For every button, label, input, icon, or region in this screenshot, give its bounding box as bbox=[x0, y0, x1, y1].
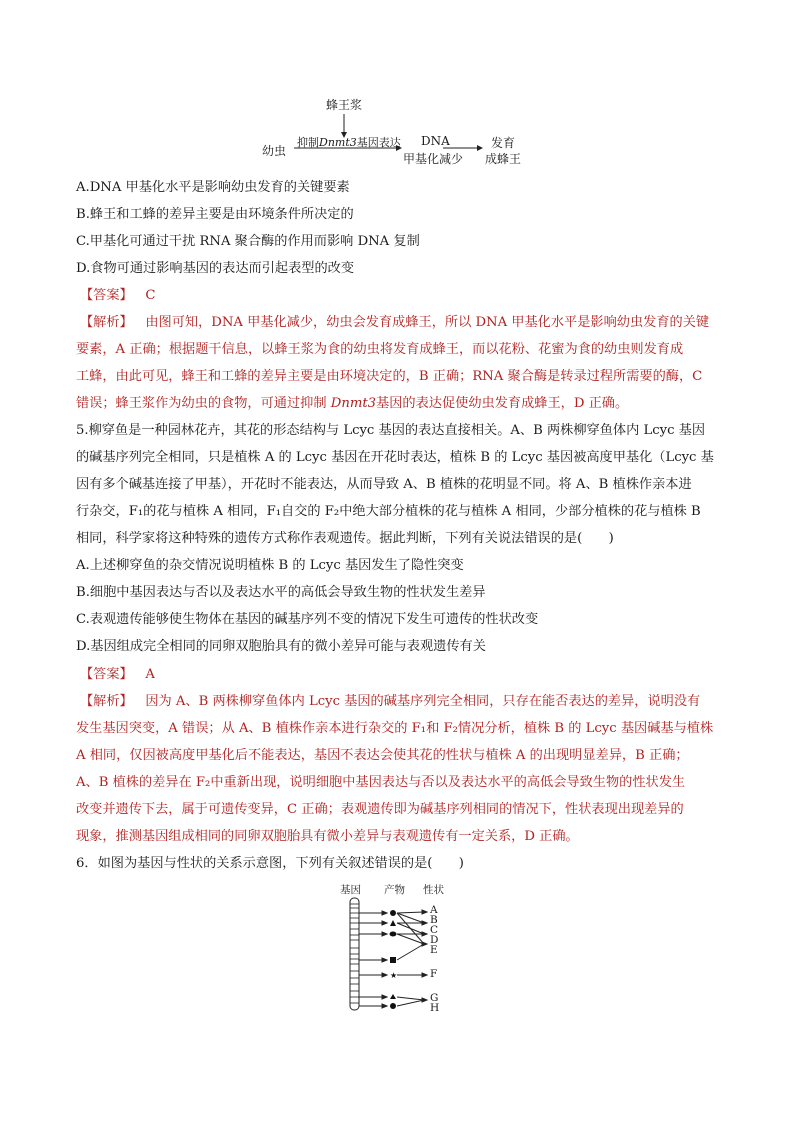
q5-option-a: A.上述柳穿鱼的杂交情况说明植株 B 的 Lcyc 基因发生了隐性突变 bbox=[76, 558, 464, 573]
larva-label: 幼虫 bbox=[262, 144, 287, 158]
q5-stem-line-3: 因有多个碱基连接了甲基），开花时不能表达，从而导致 A、B 植株的花明显不同。将 A、B 植株作亲本进 bbox=[76, 477, 692, 492]
analysis-label: 【解析】 bbox=[80, 315, 133, 330]
fig-header-gene: 基因 bbox=[340, 884, 361, 896]
trait-d: D bbox=[430, 934, 439, 946]
trait-g: G bbox=[430, 992, 439, 1004]
q5-answer bbox=[80, 665, 155, 685]
q4-analysis-line-2: 要素，A 正确；根据题干信息，以蜂王浆为食的幼虫将发育成蜂王，而以花粉、花蜜为食的幼虫则发育成 bbox=[76, 342, 684, 357]
q4-analysis-line-3: 工蜂，由此可见，蜂王和工蜂的差异主要是由环境决定的，B 正确；RNA 聚合酶是转录过程所需要的酶，C bbox=[76, 369, 703, 384]
q5-analysis-line-2: 发生基因突变，A 错误；从 A、B 植株作亲本进行杂交的 F₁和 F₂情况分析，植株 B 的 Lcyc 基因碱基与植株 bbox=[76, 721, 714, 736]
svg-text:★: ★ bbox=[390, 971, 398, 980]
q5-stem-line-5: 相同，科学家将这种特殊的遗传方式称作表观遗传。据此判断，下列有关说法错误的是( ) bbox=[76, 531, 614, 546]
q5-stem-line-1: 5.柳穿鱼是一种园林花卉，其花的形态结构与 Lcyc 基因的表达直接相关。A、B 两株柳穿鱼体内 Lcyc 基因 bbox=[76, 423, 706, 438]
trait-arrows bbox=[397, 910, 427, 1006]
q5-analysis-line-5: 改变并遗传下去，属于可遗传变异，C 正确；表观遗传即为碱基序列相同的情况下，性状表现出现差异的 bbox=[76, 802, 684, 817]
q5-option-c: C.表观遗传能够使生物体在基因的碱基序列不变的情况下发生可遗传的性状改变 bbox=[76, 612, 539, 627]
methylation-label: 甲基化减少 bbox=[403, 152, 464, 166]
trait-c: C bbox=[430, 924, 439, 936]
trait-f: F bbox=[430, 968, 438, 980]
queen-label: 成蜂王 bbox=[485, 152, 522, 166]
inhibit-label: 抑制Dnmt3基因表达 bbox=[297, 136, 401, 149]
q4-analysis-line-1: 【解析】 由图可知，DNA 甲基化减少，幼虫会发育成蜂王，所以 DNA 甲基化水平是影响幼虫发育的关键 bbox=[80, 315, 710, 330]
trait-h: H bbox=[430, 1002, 440, 1014]
develop-arrow-head bbox=[477, 145, 483, 151]
trait-b: B bbox=[430, 914, 438, 926]
q5-analysis-line-6: 现象，推测基因组成相同的同卵双胞胎具有微小差异与表观遗传有一定关系，D 正确。 bbox=[76, 829, 579, 844]
q4-option-b: B.蜂王和工蜂的差异主要是由环境条件所决定的 bbox=[76, 207, 354, 222]
fig-header-product: 产物 bbox=[384, 884, 405, 896]
q6-stem: 6．如图为基因与性状的关系示意图，下列有关叙述错误的是( ) bbox=[76, 856, 464, 871]
q4-analysis-line-4: 错误；蜂王浆作为幼虫的食物，可通过抑制 Dnmt3基因的表达促使幼虫发育成蜂王，D 正确。 bbox=[76, 396, 629, 411]
q5-stem-line-2: 的碱基序列完全相同，只是植株 A 的 Lcyc 基因在开花时表达，植株 B 的 Lcyc 基因被高度甲基化（Lcyc 基 bbox=[76, 450, 714, 465]
answer-value: A bbox=[145, 667, 155, 682]
dna-label: DNA bbox=[421, 134, 450, 148]
q5-analysis-line-4: A、B 植株的差异在 F₂中重新出现，说明细胞中基因表达与否以及表达水平的高低会导致生物的性状发生 bbox=[76, 775, 686, 790]
answer-value: C bbox=[145, 288, 156, 303]
q5-option-b: B.细胞中基因表达与否以及表达水平的高低会导致生物的性状发生差异 bbox=[76, 585, 486, 600]
q4-option-a: A.DNA 甲基化水平是影响幼虫发育的关键要素 bbox=[76, 180, 350, 195]
trait-a: A bbox=[430, 904, 438, 916]
answer-label: 【答案】 bbox=[80, 667, 133, 682]
analysis-label: 【解析】 bbox=[80, 694, 133, 709]
product-shapes bbox=[390, 910, 398, 1009]
answer-label: 【答案】 bbox=[80, 288, 133, 303]
q5-analysis-line-3: A 相同，仅因被高度甲基化后不能表达，基因不表达会使其花的性状与植株 A 的出现明显差异，B 正确； bbox=[76, 748, 689, 763]
gene-trait-svg bbox=[340, 896, 460, 1014]
royal-jelly-label: 蜂王浆 bbox=[326, 98, 363, 112]
trait-e: E bbox=[430, 944, 438, 956]
gene-arrows bbox=[359, 911, 387, 1008]
q4-option-d: D.食物可通过影响基因的表达而引起表型的改变 bbox=[76, 261, 355, 276]
fig-header-trait: 性状 bbox=[423, 884, 444, 896]
develop-label: 发育 bbox=[491, 136, 516, 150]
q4-option-c: C.甲基化可通过干扰 RNA 聚合酶的作用而影响 DNA 复制 bbox=[76, 234, 420, 249]
q5-stem-line-4: 行杂交，F₁的花与植株 A 相同，F₁自交的 F₂中绝大部分植株的花与植株 A 相同，少部分植株的花与植株 B bbox=[76, 504, 701, 519]
q5-option-d: D.基因组成完全相同的同卵双胞胎具有的微小差异可能与表观遗传有关 bbox=[76, 639, 486, 654]
q4-answer bbox=[80, 286, 155, 306]
q5-analysis-line-1: 【解析】 因为 A、B 两株柳穿鱼体内 Lcyc 基因的碱基序列完全相同，只存在能否表达的差异，说明没有 bbox=[80, 694, 701, 709]
